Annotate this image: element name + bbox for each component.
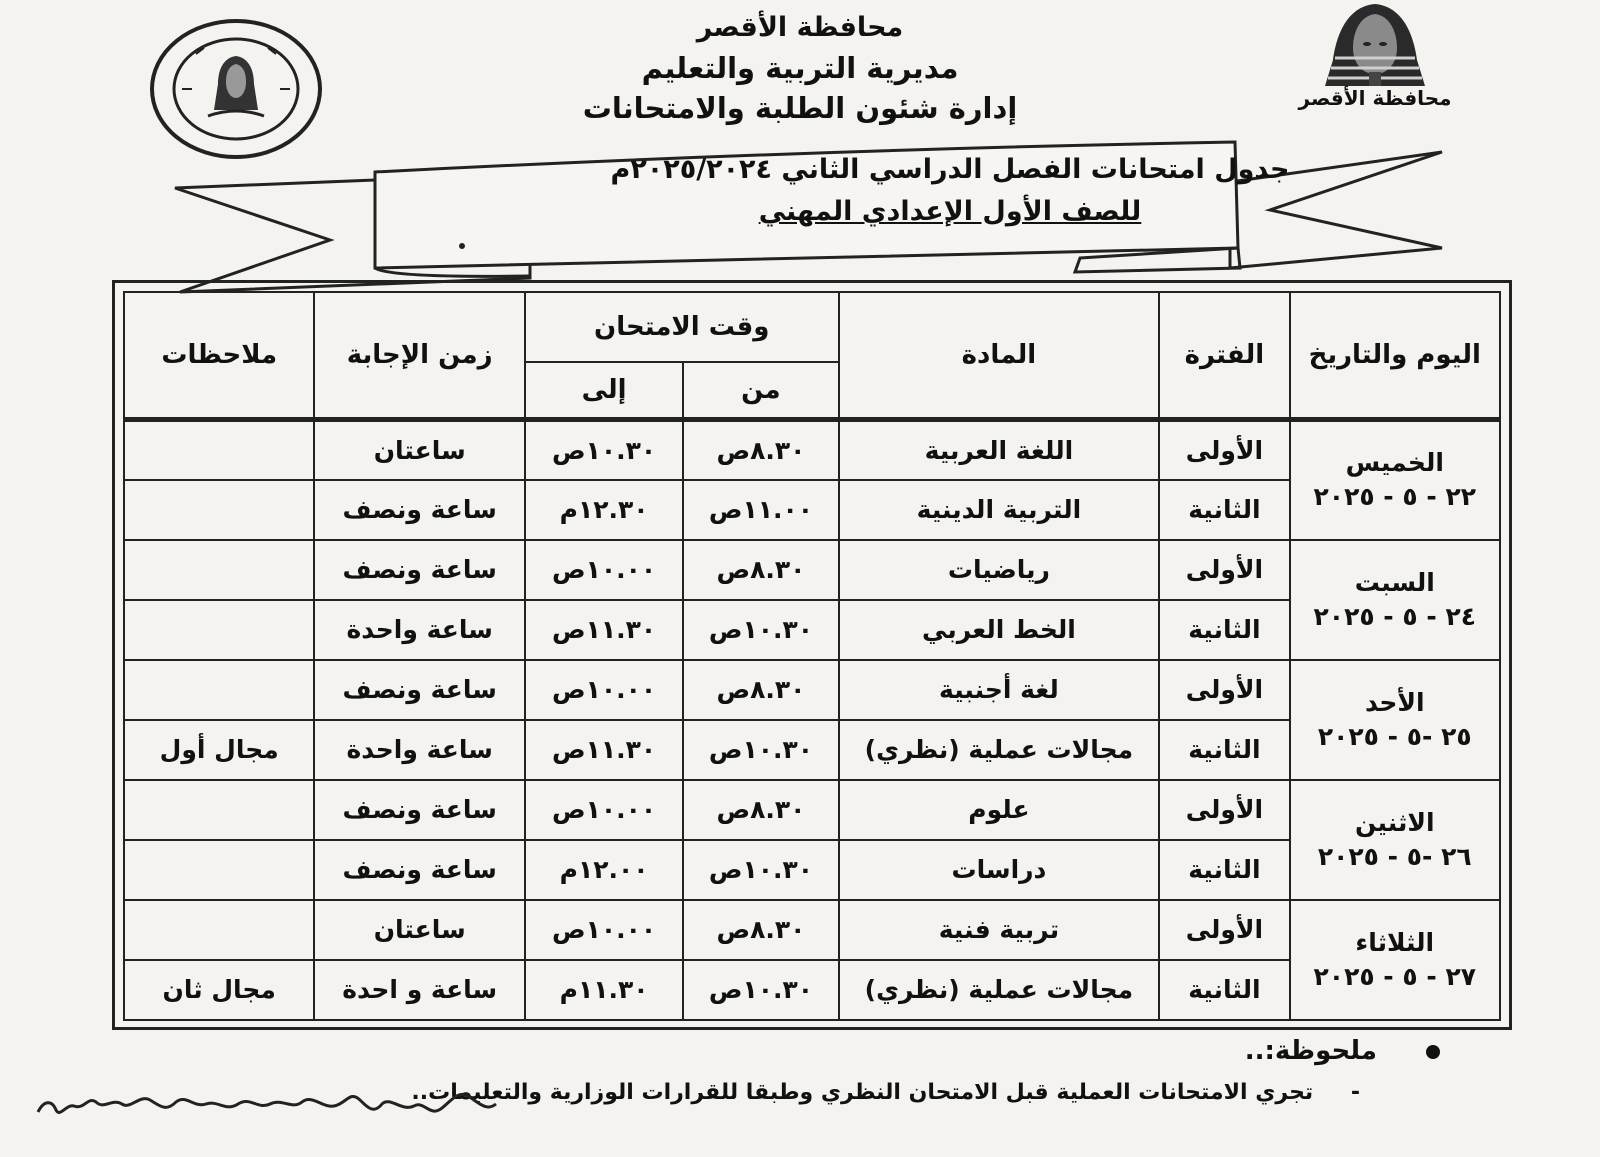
header-exam-time: وقت الامتحان <box>525 292 839 362</box>
exam-schedule-table <box>123 291 1501 1021</box>
subject-cell: التربية الدينية <box>839 480 1160 540</box>
note-cell <box>124 840 314 900</box>
day-date-cell <box>1290 780 1500 900</box>
directorate-name: مديرية التربية والتعليم <box>641 51 959 85</box>
subject-cell: تربية فنية <box>839 900 1160 960</box>
from-cell: ١٠.٣٠ص <box>683 960 838 1020</box>
day-date-cell <box>1290 900 1500 1020</box>
table-row <box>124 660 1500 720</box>
header-subject: المادة <box>839 292 1160 420</box>
from-cell: ١٠.٣٠ص <box>683 600 838 660</box>
from-cell: ٨.٣٠ص <box>683 420 838 480</box>
table-row <box>124 540 1500 600</box>
duration-cell: ساعة واحدة <box>314 600 524 660</box>
banner-text <box>550 148 1350 232</box>
exam-date: ٢٤ - ٥ - ٢٠٢٥ <box>1313 601 1476 631</box>
table-row <box>124 900 1500 960</box>
duration-cell: ساعة ونصف <box>314 480 524 540</box>
period-cell: الثانية <box>1159 960 1289 1020</box>
duration-cell: ساعتان <box>314 900 524 960</box>
header-to: إلى <box>525 362 683 420</box>
note-cell <box>124 780 314 840</box>
header-from: من <box>683 362 838 420</box>
note-cell <box>124 660 314 720</box>
table-row <box>124 420 1500 480</box>
day-date-cell <box>1290 660 1500 780</box>
day-name: الاثنين <box>1355 807 1435 837</box>
day-date-cell <box>1290 540 1500 660</box>
period-cell: الأولى <box>1159 900 1289 960</box>
day-name: الخميس <box>1345 448 1444 478</box>
header-period: الفترة <box>1159 292 1289 420</box>
duration-cell: ساعتان <box>314 420 524 480</box>
from-cell: ٨.٣٠ص <box>683 540 838 600</box>
to-cell: ١٠.٣٠ص <box>525 420 683 480</box>
document-header <box>520 8 1080 128</box>
title-banner <box>170 140 1470 300</box>
to-cell: ١١.٣٠م <box>525 960 683 1020</box>
subject-cell: مجالات عملية (نظري) <box>839 720 1160 780</box>
period-cell: الأولى <box>1159 660 1289 720</box>
note-label: ملحوظة:.. <box>1244 1036 1377 1066</box>
exam-date: ٢٧ - ٥ - ٢٠٢٥ <box>1313 961 1476 991</box>
from-cell: ٨.٣٠ص <box>683 900 838 960</box>
table-row <box>124 780 1500 840</box>
subject-cell: لغة أجنبية <box>839 660 1160 720</box>
subject-cell: اللغة العربية <box>839 420 1160 480</box>
note-cell <box>124 480 314 540</box>
department-name: إدارة شئون الطلبة والامتحانات <box>582 91 1018 125</box>
note-cell <box>124 420 314 480</box>
header-notes: ملاحظات <box>124 292 314 420</box>
duration-cell: ساعة ونصف <box>314 840 524 900</box>
from-cell: ١١.٠٠ص <box>683 480 838 540</box>
to-cell: ١٢.٣٠م <box>525 480 683 540</box>
note-line <box>411 1080 1360 1105</box>
governorate-name: محافظة الأقصر <box>696 12 904 43</box>
from-cell: ٨.٣٠ص <box>683 780 838 840</box>
subject-cell: رياضيات <box>839 540 1160 600</box>
to-cell: ١٢.٠٠م <box>525 840 683 900</box>
subject-cell: مجالات عملية (نظري) <box>839 960 1160 1020</box>
duration-cell: ساعة ونصف <box>314 780 524 840</box>
period-cell: الثانية <box>1159 600 1289 660</box>
note-cell: مجال أول <box>124 720 314 780</box>
period-cell: الأولى <box>1159 540 1289 600</box>
note-cell <box>124 900 314 960</box>
table-body <box>124 420 1500 1020</box>
period-cell: الثانية <box>1159 720 1289 780</box>
period-cell: الثانية <box>1159 840 1289 900</box>
note-cell <box>124 540 314 600</box>
duration-cell: ساعة و احدة <box>314 960 524 1020</box>
day-name: الثلاثاء <box>1355 927 1435 957</box>
to-cell: ١١.٣٠ص <box>525 600 683 660</box>
day-date-cell <box>1290 420 1500 540</box>
from-cell: ٨.٣٠ص <box>683 660 838 720</box>
exam-date: ٢٥ -٥ - ٢٠٢٥ <box>1317 721 1472 751</box>
handwritten-phone <box>30 1082 500 1132</box>
exam-date: ٢٢ - ٥ - ٢٠٢٥ <box>1313 482 1476 512</box>
from-cell: ١٠.٣٠ص <box>683 720 838 780</box>
period-cell: الأولى <box>1159 420 1289 480</box>
day-name: السبت <box>1354 567 1435 597</box>
schedule-table-frame <box>112 280 1512 1030</box>
exam-date: ٢٦ -٥ - ٢٠٢٥ <box>1317 841 1472 871</box>
dash-icon: - <box>1350 1080 1360 1105</box>
day-name: الأحد <box>1364 687 1425 717</box>
governorate-logo <box>1280 0 1470 120</box>
grade-subtitle: للصف الأول الإعدادي المهني <box>758 196 1142 227</box>
to-cell: ١١.٣٠ص <box>525 720 683 780</box>
duration-cell: ساعة ونصف <box>314 540 524 600</box>
note-text: تجري الامتحانات العملية قبل الامتحان النظري وطبقا للقرارات الوزارية والتعليمات.. <box>411 1080 1314 1105</box>
subject-cell: علوم <box>839 780 1160 840</box>
bullet-icon <box>1426 1045 1440 1059</box>
period-cell: الثانية <box>1159 480 1289 540</box>
to-cell: ١٠.٠٠ص <box>525 780 683 840</box>
note-cell: مجال ثان <box>124 960 314 1020</box>
header-duration: زمن الإجابة <box>314 292 524 420</box>
duration-cell: ساعة واحدة <box>314 720 524 780</box>
governorate-logo-caption: محافظة الأقصر <box>1298 86 1452 110</box>
pharaoh-mask-icon <box>1315 0 1435 90</box>
to-cell: ١٠.٠٠ص <box>525 660 683 720</box>
note-heading <box>1245 1036 1440 1066</box>
to-cell: ١٠.٠٠ص <box>525 540 683 600</box>
subject-cell: دراسات <box>839 840 1160 900</box>
table-header <box>124 292 1500 420</box>
header-day-date: اليوم والتاريخ <box>1290 292 1500 420</box>
schedule-title: جدول امتحانات الفصل الدراسي الثاني ٢٠٢٥/٢٠٢٤م <box>610 154 1290 185</box>
to-cell: ١٠.٠٠ص <box>525 900 683 960</box>
duration-cell: ساعة ونصف <box>314 660 524 720</box>
from-cell: ١٠.٣٠ص <box>683 840 838 900</box>
note-cell <box>124 600 314 660</box>
period-cell: الأولى <box>1159 780 1289 840</box>
subject-cell: الخط العربي <box>839 600 1160 660</box>
